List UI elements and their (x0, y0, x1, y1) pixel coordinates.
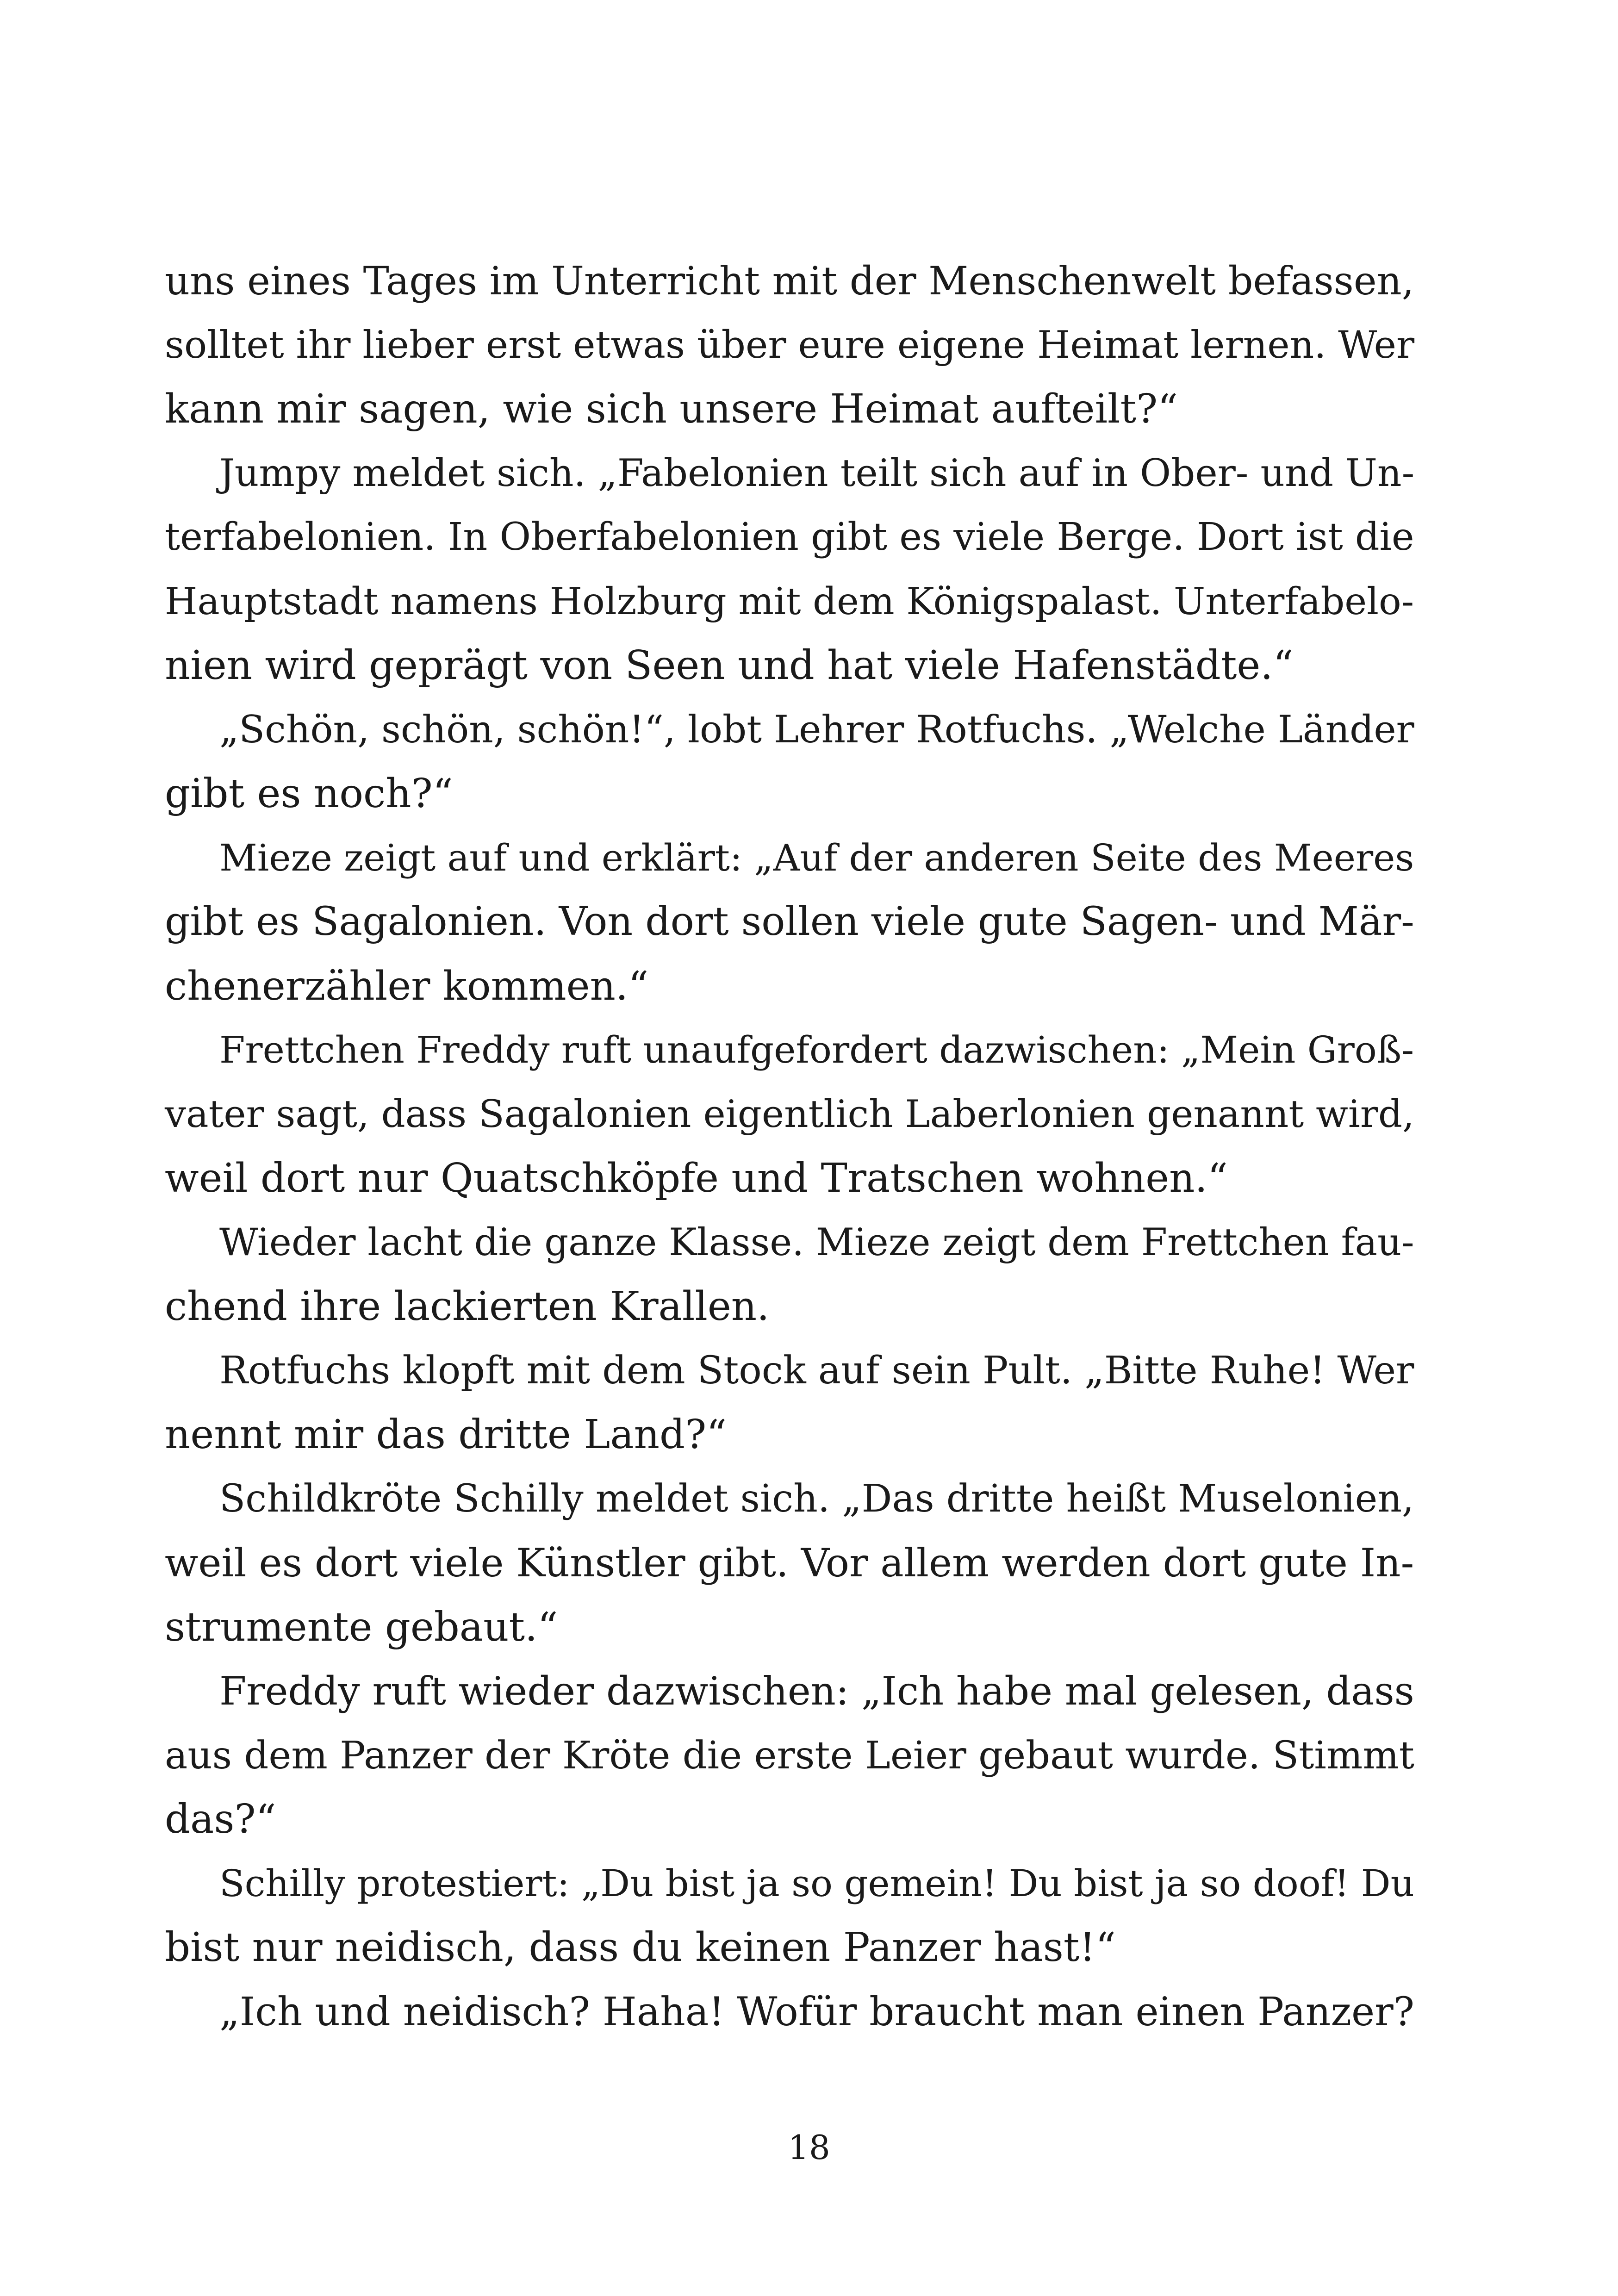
text-line: bist nur neidisch, dass du keinen Panzer hast!“ (165, 1924, 1116, 1971)
text-line: weil es dort viele Künstler gibt. Vor allem werden dort gute In- (165, 1540, 1414, 1586)
text-line: „Schön, schön, schön!“, lobt Lehrer Rotfuchs. „Welche Länder (219, 707, 1414, 752)
text-line: nien wird geprägt von Seen und hat viele Hafenstädte.“ (165, 642, 1294, 689)
text-line: kann mir sagen, wie sich unsere Heimat aufteilt?“ (165, 386, 1178, 432)
text-line: terfabelonien. In Oberfabelonien gibt es viele Berge. Dort ist die (165, 515, 1414, 559)
text-line: „Ich und neidisch? Haha! Wofür braucht man einen Panzer? (219, 1988, 1415, 2035)
text-line: Hauptstadt namens Holzburg mit dem Königspalast. Unterfabelo- (165, 579, 1414, 623)
text-line: Rotfuchs klopft mit dem Stock auf sein Pult. „Bitte Ruhe! Wer (219, 1348, 1414, 1393)
text-line: Frettchen Freddy ruft unaufgefordert dazwischen: „Mein Groß- (219, 1028, 1414, 1071)
text-line: Freddy ruft wieder dazwischen: „Ich habe mal gelesen, dass (219, 1668, 1414, 1714)
body-text (165, 249, 1414, 2044)
text-line: gibt es Sagalonien. Von dort sollen viele gute Sagen- und Mär- (165, 899, 1414, 945)
text-line: nennt mir das dritte Land?“ (165, 1412, 727, 1458)
text-line: Wieder lacht die ganze Klasse. Mieze zeigt dem Frettchen fau- (219, 1220, 1414, 1264)
text-line: Schildkröte Schilly meldet sich. „Das dritte heißt Muselonien, (219, 1476, 1414, 1521)
text-line: gibt es noch?“ (165, 771, 453, 817)
text-line: uns eines Tages im Unterricht mit der Menschenwelt befassen, (165, 258, 1414, 304)
text-line: aus dem Panzer der Kröte die erste Leier gebaut wurde. Stimmt (165, 1732, 1415, 1778)
text-line: Mieze zeigt auf und erklärt: „Auf der anderen Seite des Meeres (219, 836, 1414, 879)
text-line: Schilly protestiert: „Du bist ja so gemein! Du bist ja so doof! Du (219, 1861, 1414, 1905)
text-line: chenerzähler kommen.“ (165, 963, 649, 1009)
text-line: chend ihre lackierten Krallen. (165, 1283, 770, 1330)
text-line: solltet ihr lieber erst etwas über eure eigene Heimat lernen. Wer (165, 323, 1415, 367)
text-line: strumente gebaut.“ (165, 1604, 558, 1650)
text-line: das?“ (165, 1796, 276, 1842)
text-line: Jumpy meldet sich. „Fabelonien teilt sich auf in Ober- und Un- (219, 451, 1415, 495)
text-line: vater sagt, dass Sagalonien eigentlich Laberlonien genannt wird, (165, 1092, 1414, 1136)
text-line: weil dort nur Quatschköpfe und Tratschen wohnen.“ (165, 1155, 1228, 1201)
page-number: 18 (788, 2128, 830, 2167)
